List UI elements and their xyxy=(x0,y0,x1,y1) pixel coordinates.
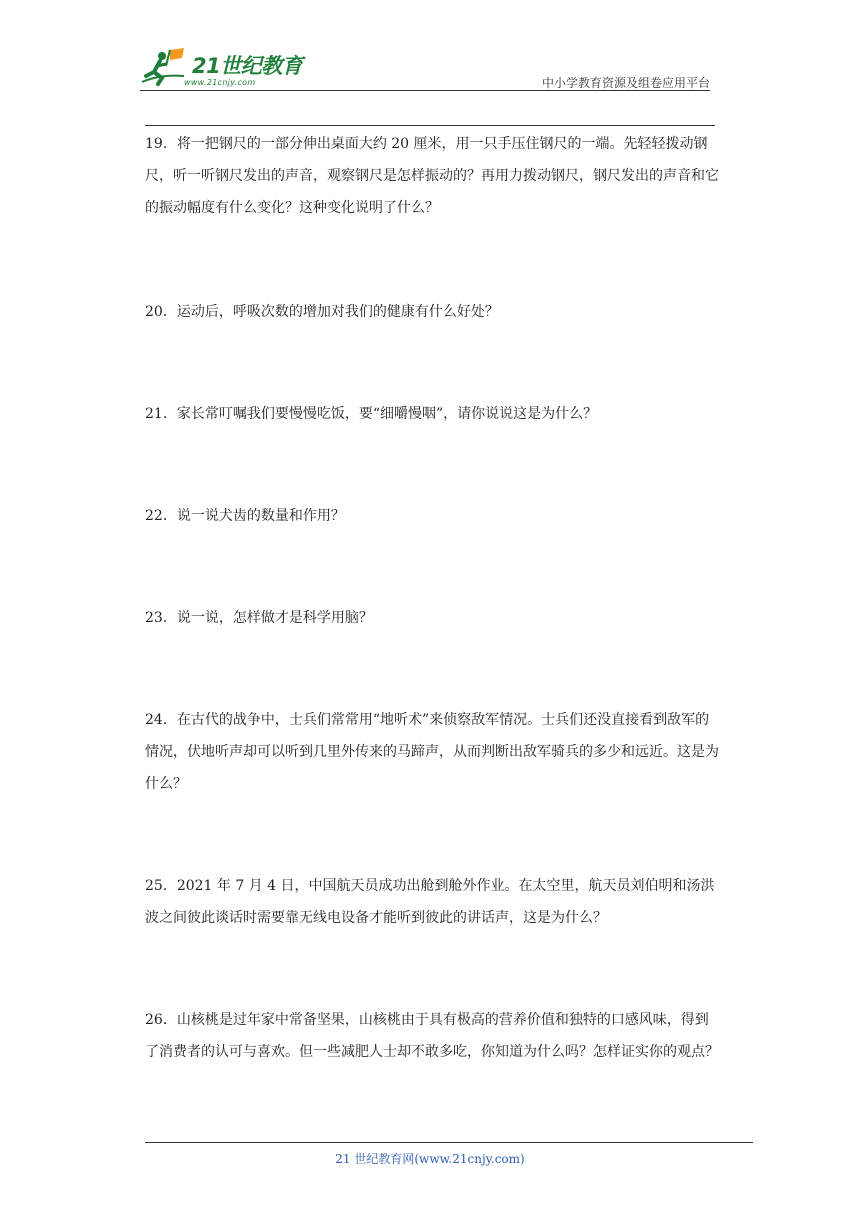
footer-divider xyxy=(145,1142,753,1143)
logo-url: www.21cnjy.com xyxy=(184,78,256,87)
question-23: 23．说一说，怎样做才是科学用脑？ xyxy=(145,610,373,626)
platform-name: 中小学教育资源及组卷应用平台 xyxy=(541,76,710,90)
logo-text: 21世纪教育 xyxy=(192,54,303,78)
header-divider xyxy=(140,90,710,91)
page-header xyxy=(140,44,710,90)
question-26: 26．山核桃是过年家中常备坚果，山核桃由于具有极高的营养价值和独特的口感风味，得到了消费者的认可与喜欢。但一些减肥人士却不敢多吃，你知道为什么吗？怎样证实你的观点？ xyxy=(145,1012,719,1060)
question-21: 21．家长常叮嘱我们要慢慢吃饭，要“细嚼慢咽”，请你说说这是为什么？ xyxy=(145,406,598,422)
footer-link[interactable]: 21 世纪教育网(www.21cnjy.com) xyxy=(335,1152,525,1166)
logo xyxy=(140,44,310,90)
question-19: 19．将一把钢尺的一部分伸出桌面大约 20 厘米，用一只手压住钢尺的一端。先轻轻拨动钢尺，听一听钢尺发出的声音，观察钢尺是怎样振动的？再用力拨动钢尺，钢尺发出的声音和它的振动幅度有什么变化？这种变化说明了什么？ xyxy=(145,136,719,216)
question-24: 24．在古代的战争中，士兵们常常用“地听术”来侦察敌军情况。士兵们还没直接看到敌军的情况，伏地听声却可以听到几里外传来的马蹄声，从而判断出敌军骑兵的多少和远近。这是为什么？ xyxy=(145,712,719,792)
content-divider xyxy=(145,125,715,126)
question-20: 20．运动后，呼吸次数的增加对我们的健康有什么好处？ xyxy=(145,304,499,320)
question-25: 25．2021 年 7 月 4 日，中国航天员成功出舱到舱外作业。在太空里，航天员刘伯明和汤洪波之间彼此谈话时需要靠无线电设备才能听到彼此的讲话声，这是为什么？ xyxy=(145,878,715,926)
question-22: 22．说一说犬齿的数量和作用？ xyxy=(145,508,345,524)
